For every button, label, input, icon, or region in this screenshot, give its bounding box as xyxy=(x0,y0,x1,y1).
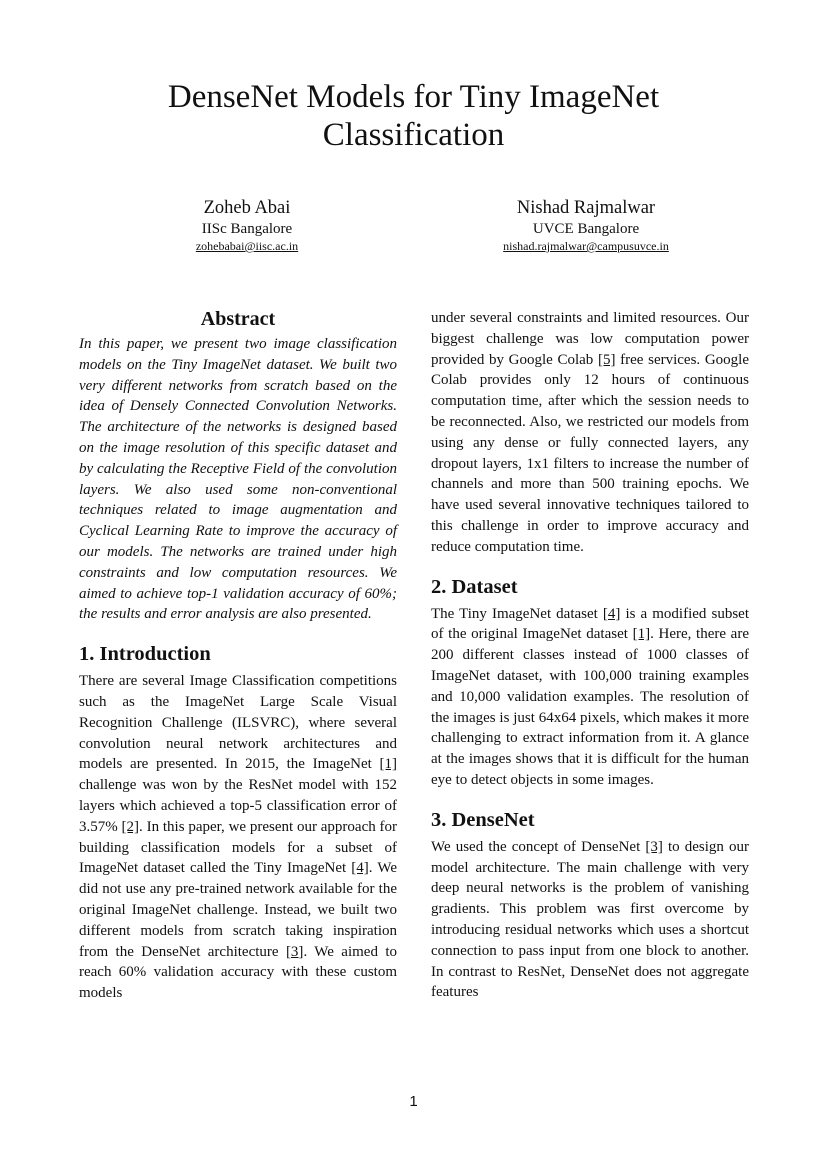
introduction-paragraph xyxy=(79,671,397,1004)
text-run: . Here, there are 200 different classes instead of 1000 classes of ImageNet dataset, with 100,000 training examples and 10,000 validation examples. The resolution of the images is just 64x64 pixels, which makes it more challenging to extract information from it. A glance at the images shows that it is difficult for the human eye to detect objects in some images. xyxy=(431,626,749,788)
author-name: Zoheb Abai xyxy=(203,198,291,218)
text-run: is a modified subset of the original ImageNet dataset xyxy=(431,605,749,643)
text-run: . We did not use any pre-trained network available for the original ImageNet challenge. Instead, we built two different models from scratch taking inspiration from the DenseNet architecture xyxy=(79,860,397,960)
paper-title xyxy=(0,78,827,154)
text-run: We used the concept of DenseNet xyxy=(431,838,646,855)
text-run: challenge was won by the ResNet model with 152 layers which achieved a top-5 classification error of 3.57% xyxy=(79,777,397,835)
text-run: There are several Image Classification competitions such as the ImageNet Large Scale Visual Recognition Challenge (ILSVRC), where several convolution neural network architectures and models are presented. In 2015, the ImageNet xyxy=(79,673,397,773)
citation-link[interactable]: [4] xyxy=(351,860,369,877)
text-run: . In this paper, we present our approach for building classification models for a subset of ImageNet dataset called the Tiny ImageNet xyxy=(79,818,398,877)
right-column xyxy=(431,308,749,1003)
densenet-paragraph xyxy=(431,837,749,1003)
author-affiliation: IISc Bangalore xyxy=(201,221,293,237)
citation-link[interactable]: [3] xyxy=(645,838,663,855)
text-run: The Tiny ImageNet dataset xyxy=(431,605,603,622)
text-run: . We aimed to reach 60% validation accuracy with these custom models xyxy=(79,943,397,1002)
left-column xyxy=(79,306,397,1004)
title-line-2: Classification xyxy=(322,117,505,153)
text-run: to design our model architecture. The main challenge with very deep neural networks is the problem of vanishing gradients. This problem was first overcome by introducing residual networks which uses a shortcut connection to pass input from one block to another. In contrast to ResNet, DenseNet does not aggregate features xyxy=(431,838,750,1001)
author-block xyxy=(117,196,377,254)
title-line-1: DenseNet Models for Tiny ImageNet xyxy=(167,79,660,115)
text-run: free services. Google Colab provides only 12 hours of continuous computation time, after which the session needs to be reconnected. Also, we restricted our models from using any dense or fully connected layers, any dropout layers, 1x1 filters to increase the number of channels and more than 500 training epochs. We have used several innovative techniques tailored to this challenge in order to improve accuracy and reduce computation time. xyxy=(431,351,750,555)
section-heading-densenet: 3. DenseNet xyxy=(431,808,535,831)
author-name: Nishad Rajmalwar xyxy=(516,198,656,218)
section-heading-introduction: 1. Introduction xyxy=(79,643,211,666)
citation-link[interactable]: [1] xyxy=(379,756,397,773)
citation-link[interactable]: [4] xyxy=(602,605,621,622)
introduction-paragraph-continued xyxy=(431,308,749,558)
citation-link[interactable]: [1] xyxy=(632,626,651,643)
author-block xyxy=(456,196,716,254)
abstract-text: In this paper, we present two image classification models on the Tiny ImageNet dataset. We built two very different networks from scratch based on the idea of Densely Connected Convolution Networks. The architecture of the networks is designed based on the image resolution of this specific dataset and by calculating the Receptive Field of the convolution layers. We also used some non-conventional techniques related to image augmentation and Cyclical Learning Rate to improve the accuracy of our models. The networks are trained under high constraints and low computation resources. We aimed to achieve top-1 validation accuracy of 60%; the results and error analysis are also presented. xyxy=(79,336,397,623)
author-email-link[interactable]: nishad.rajmalwar@campusuvce.in xyxy=(503,239,669,253)
page-number: 1 xyxy=(409,1093,418,1110)
author-email-link[interactable]: zohebabai@iisc.ac.in xyxy=(195,239,299,253)
citation-link[interactable]: [5] xyxy=(597,351,616,368)
citation-link[interactable]: [3] xyxy=(285,943,304,960)
citation-link[interactable]: [2] xyxy=(121,818,140,835)
author-affiliation: UVCE Bangalore xyxy=(532,221,640,237)
section-heading-dataset: 2. Dataset xyxy=(431,575,518,598)
text-run: under several constraints and limited resources. Our biggest challenge was low computation power provided by Google Colab xyxy=(431,310,749,368)
abstract-heading: Abstract xyxy=(200,308,276,330)
dataset-paragraph xyxy=(431,604,749,791)
